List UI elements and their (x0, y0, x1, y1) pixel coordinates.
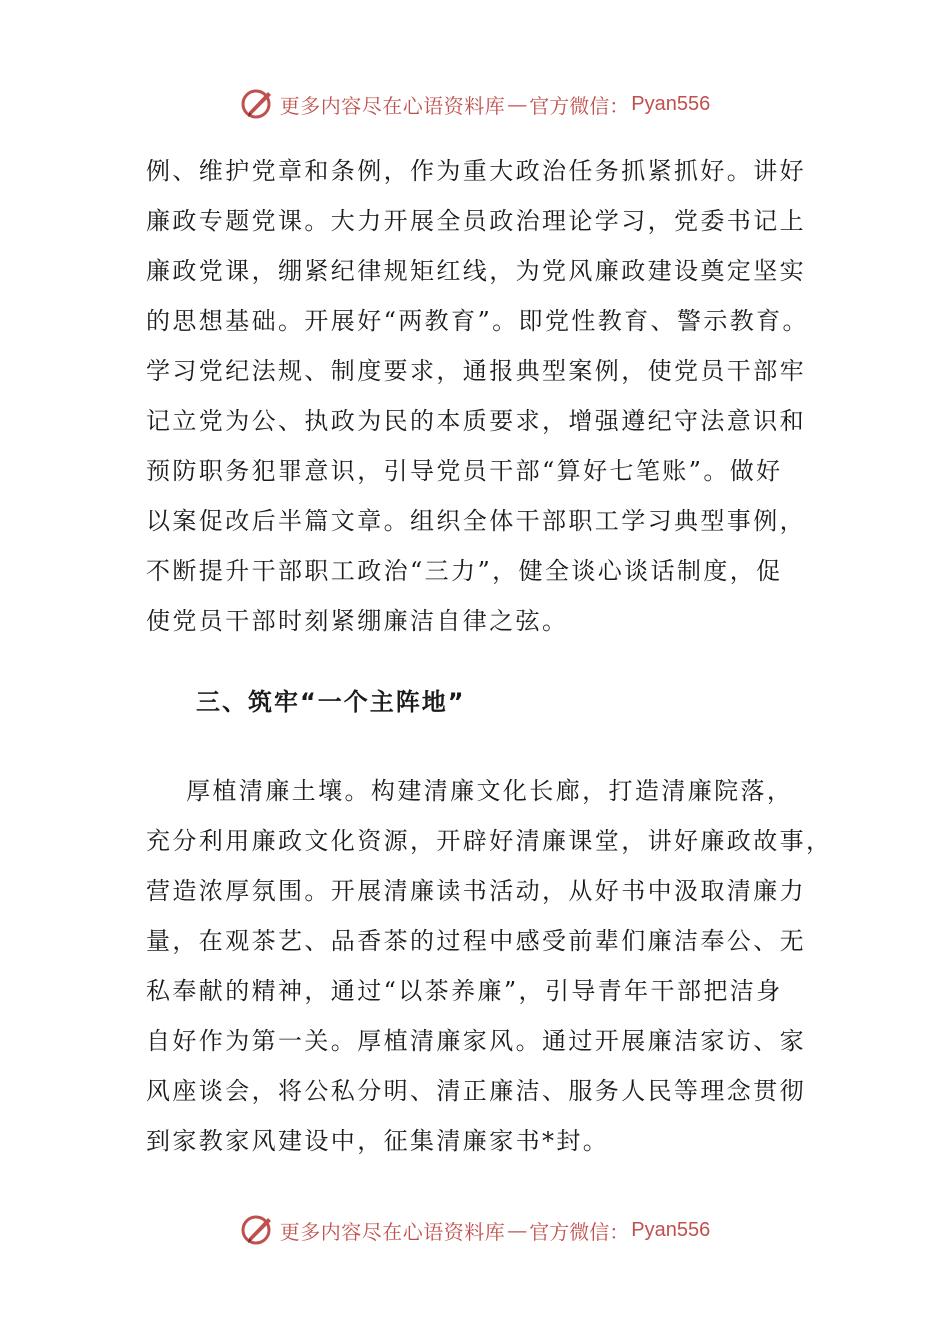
text-line: 使党员干部时刻紧绷廉洁自律之弦。 (146, 607, 569, 635)
text-line: 廉政党课，绷紧纪律规矩红线，为党风廉政建设奠定坚实 (146, 257, 806, 285)
text-line: 私奉献的精神，通过“以茶养廉”，引导青年干部把洁身 (146, 977, 783, 1005)
text-line: 以案促改后半篇文章。组织全体干部职工学习典型事例， (146, 507, 806, 535)
quill-logo-icon (240, 1212, 276, 1248)
banner-separator: — (507, 1218, 528, 1242)
footer-banner (0, 1208, 950, 1252)
text-line: 不断提升干部职工政治“三力”，健全谈心谈话制度，促 (146, 557, 783, 585)
text-line: 量，在观茶艺、品香茶的过程中感受前辈们廉洁奉公、无 (146, 927, 806, 955)
paragraph-2-text (146, 766, 833, 1166)
banner-wechat-id: Pyan556 (631, 92, 711, 115)
paragraph-1-text (146, 146, 809, 646)
banner-text: 更多内容尽在心语资料库 (279, 93, 506, 118)
text-line: 记立党为公、执政为民的本质要求，增强遵纪守法意识和 (146, 407, 806, 435)
text-line: 营造浓厚氛围。开展清廉读书活动，从好书中汲取清廉力 (146, 877, 806, 905)
text-line: 自好作为第一关。厚植清廉家风。通过开展廉洁家访、家 (146, 1027, 806, 1055)
text-line: 到家教家风建设中，征集清廉家书*封。 (146, 1127, 610, 1155)
text-line: 例、维护党章和条例，作为重大政治任务抓紧抓好。讲好 (146, 157, 806, 185)
banner-wechat-id: Pyan556 (631, 1218, 711, 1241)
text-line: 厚植清廉土壤。构建清廉文化长廊，打造清廉院落， (146, 777, 794, 805)
text-line: 风座谈会，将公私分明、清正廉洁、服务人民等理念贯彻 (146, 1077, 806, 1105)
banner-wechat-label: 官方微信： (529, 1219, 630, 1244)
banner-wechat-label: 官方微信： (529, 93, 630, 118)
banner-separator: — (507, 92, 528, 116)
text-line: 学习党纪法规、制度要求，通报典型案例，使党员干部牢 (146, 357, 806, 385)
text-line: 充分利用廉政文化资源，开辟好清廉课堂，讲好廉政故事， (146, 827, 833, 855)
banner-text: 更多内容尽在心语资料库 (279, 1219, 506, 1244)
header-banner (0, 82, 950, 126)
paragraph-1 (146, 146, 809, 646)
text-line: 预防职务犯罪意识，引导党员干部“算好七笔账”。做好 (146, 457, 783, 485)
paragraph-2 (146, 766, 833, 1166)
text-line: 的思想基础。开展好“两教育”。即党性教育、警示教育。 (146, 307, 809, 335)
quill-logo-icon (240, 86, 276, 122)
section-heading: 三、筑牢“一个主阵地” (196, 688, 466, 716)
text-line: 廉政专题党课。大力开展全员政治理论学习，党委书记上 (146, 207, 806, 235)
